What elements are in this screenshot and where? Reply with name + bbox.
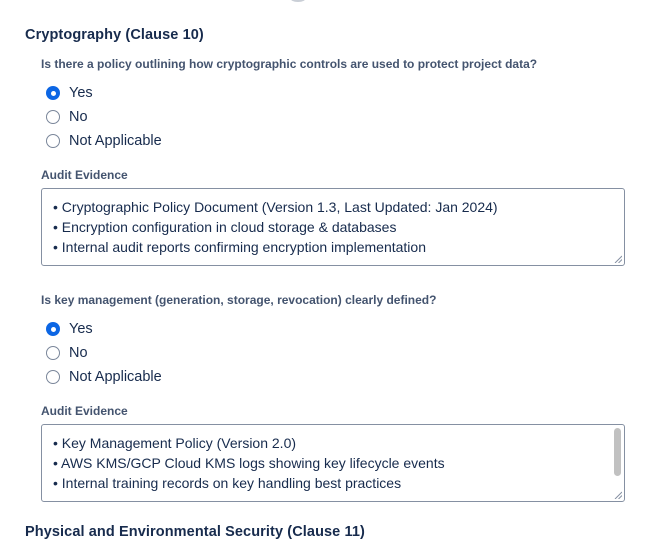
radio-label: Yes xyxy=(69,85,93,101)
evidence-line: • AWS KMS/GCP Cloud KMS logs showing key lifecycle events xyxy=(53,455,445,471)
question-text: Is key management (generation, storage, revocation) clearly defined? xyxy=(41,293,437,307)
audit-evidence-label: Audit Evidence xyxy=(41,168,128,182)
radio-group xyxy=(41,317,631,389)
radio-label: Yes xyxy=(69,321,93,337)
section-title-cryptography: Cryptography (Clause 10) xyxy=(25,27,204,43)
radio-option-yes[interactable] xyxy=(41,81,631,105)
radio-button-checked[interactable] xyxy=(46,86,60,100)
audit-evidence-label: Audit Evidence xyxy=(41,404,128,418)
radio-dot xyxy=(51,327,56,332)
textarea-scrollbar-thumb[interactable] xyxy=(614,428,621,476)
radio-button[interactable] xyxy=(46,110,60,124)
question-block-1 xyxy=(41,56,631,266)
radio-option-yes[interactable] xyxy=(41,317,631,341)
radio-label: No xyxy=(69,345,88,361)
resize-grip-icon[interactable] xyxy=(614,255,622,263)
radio-option-not-applicable[interactable] xyxy=(41,129,631,153)
radio-label: No xyxy=(69,109,88,125)
radio-button[interactable] xyxy=(46,346,60,360)
radio-option-no[interactable] xyxy=(41,341,631,365)
evidence-line: • Cryptographic Policy Document (Version 1.3, Last Updated: Jan 2024) xyxy=(53,199,498,215)
audit-evidence-textarea[interactable] xyxy=(41,188,625,266)
clipped-element-top xyxy=(290,0,306,2)
section-title-physical-security: Physical and Environmental Security (Clause 11) xyxy=(25,524,365,540)
evidence-line: • Encryption configuration in cloud storage & databases xyxy=(53,219,397,235)
radio-button[interactable] xyxy=(46,134,60,148)
audit-evidence-textarea[interactable] xyxy=(41,424,625,502)
radio-group xyxy=(41,81,631,153)
radio-label: Not Applicable xyxy=(69,133,162,149)
resize-grip-icon[interactable] xyxy=(614,491,622,499)
radio-option-not-applicable[interactable] xyxy=(41,365,631,389)
radio-option-no[interactable] xyxy=(41,105,631,129)
radio-button-checked[interactable] xyxy=(46,322,60,336)
question-text: Is there a policy outlining how cryptographic controls are used to protect project data? xyxy=(41,57,538,71)
radio-label: Not Applicable xyxy=(69,369,162,385)
evidence-line: • Internal training records on key handling best practices xyxy=(53,475,402,491)
question-block-2 xyxy=(41,292,631,502)
evidence-line: • Internal audit reports confirming encryption implementation xyxy=(53,239,426,255)
evidence-line: • Key Management Policy (Version 2.0) xyxy=(53,435,297,451)
radio-dot xyxy=(51,91,56,96)
radio-button[interactable] xyxy=(46,370,60,384)
